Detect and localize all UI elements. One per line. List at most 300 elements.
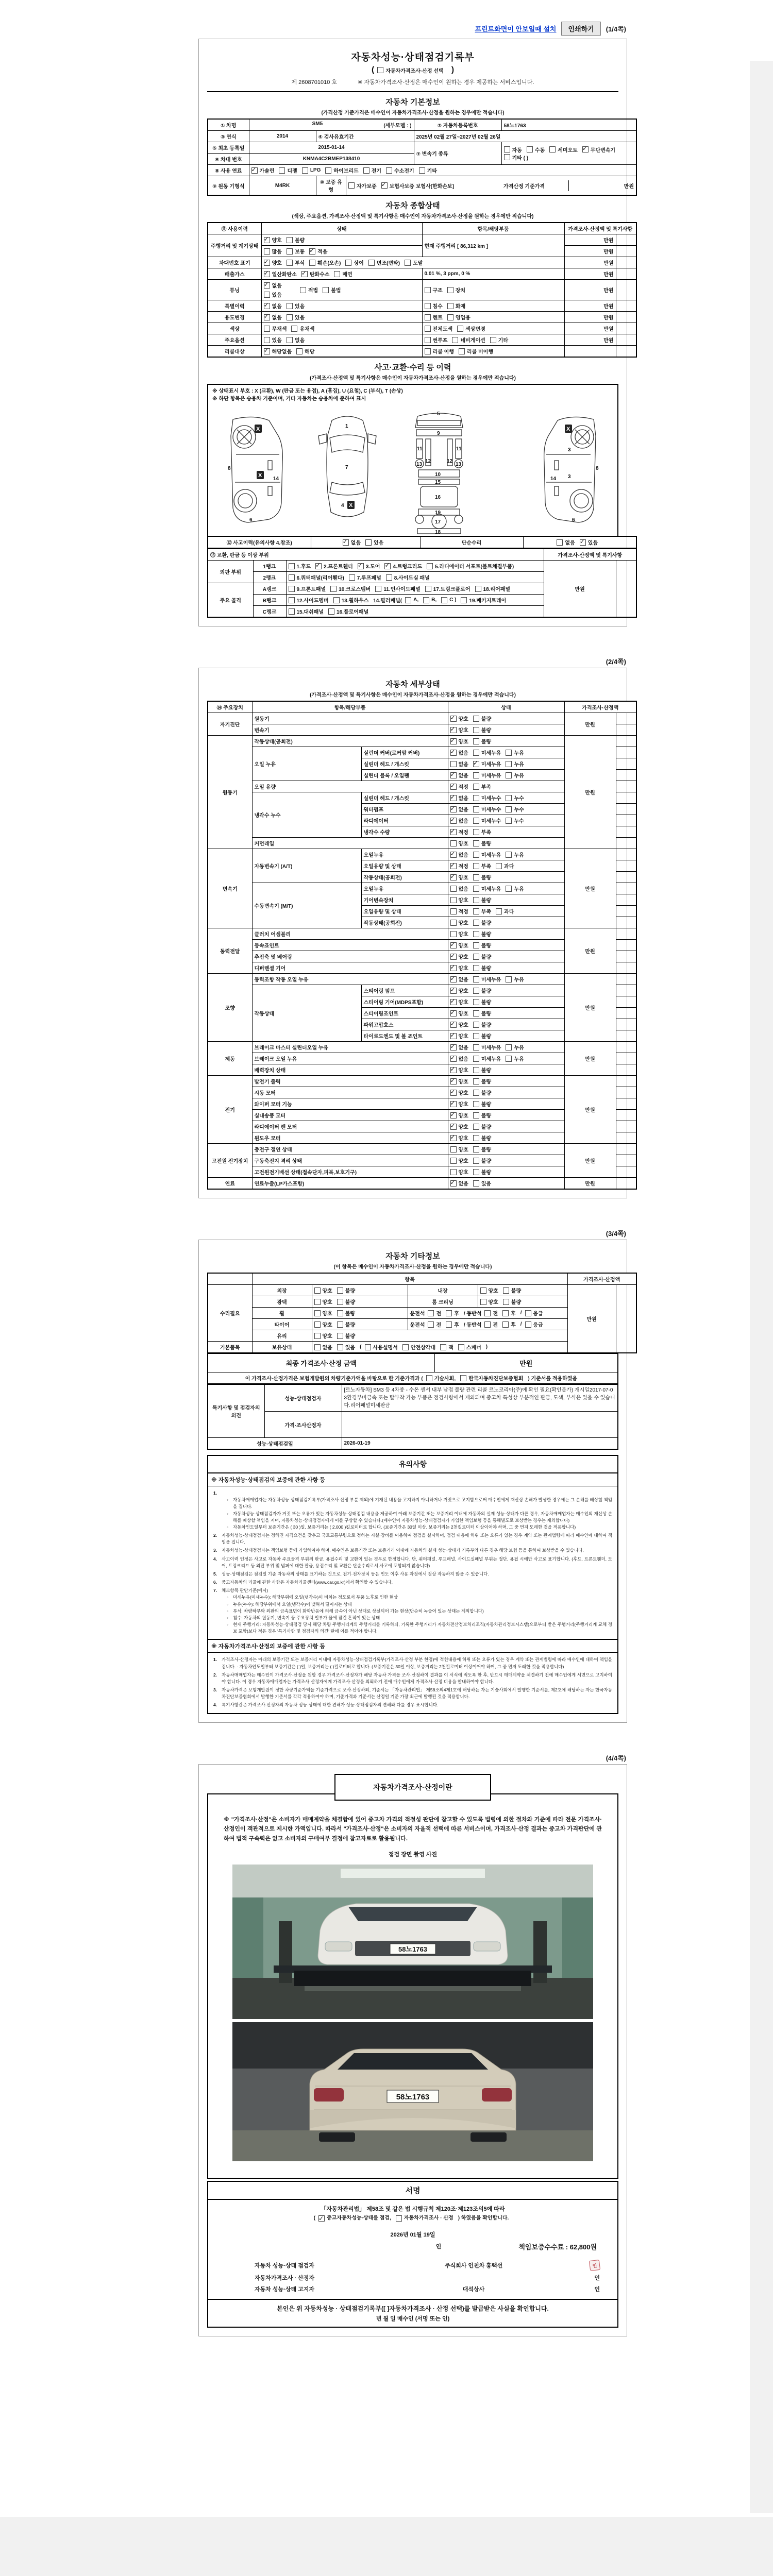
appraiser-role-label: 가격·조사산정자 [264, 1412, 342, 1438]
notice-bullet-text: 현재 주행거리: 자동차성능·상태점검 당시 해당 차량 주행거리계의 주행거리를 기록하되, 기록한 주행거리가 자동차전산정보처리조직(자동차관리정보시스템)으로부터 받은 주행거리(주행거리계 교체 정보 포함)보다 적은 경우 '특기사항 및 점검자의 의견' 란에 이를 적어야 합니다. [233, 1622, 612, 1634]
checkbox[interactable] [428, 1321, 434, 1328]
checkbox[interactable] [473, 999, 479, 1005]
checkbox[interactable] [450, 1112, 457, 1118]
checkbox[interactable] [502, 1321, 509, 1328]
checkbox[interactable] [287, 237, 293, 243]
checkbox-option [473, 715, 491, 722]
checkbox[interactable] [450, 806, 457, 812]
checkbox[interactable] [496, 863, 502, 869]
checkbox[interactable] [450, 761, 457, 767]
checkbox-label: 장치 [455, 288, 466, 294]
checkbox-label: 불량 [481, 728, 492, 734]
checkbox[interactable] [289, 608, 295, 615]
checkbox-option [450, 1043, 468, 1051]
checkbox[interactable] [557, 539, 563, 546]
checkbox[interactable] [264, 260, 270, 266]
checkbox-option [475, 585, 511, 592]
checkbox[interactable] [450, 954, 457, 960]
detail-extra-cell [616, 894, 636, 906]
checkbox[interactable] [337, 1344, 343, 1350]
checkbox[interactable] [457, 326, 463, 332]
install-print-link[interactable]: 프린트화면이 안보일때 설치 [475, 25, 557, 33]
checkbox[interactable] [473, 716, 479, 722]
checkbox-option [446, 1320, 459, 1328]
checkbox[interactable] [425, 314, 431, 320]
inspector-opinion-text: [르노자동차] SM3 등 4차종 - 수온 센서 내부 납접 불량 관련 리콜 르노코리아(주)에 확인 필요(확인불가) 개시일2017-07-03환경부비금속 또는 탈부착 가능 부품은 점검사항에서 제외되며 중고차 특성상 부분적인 판금, 도색, 부식은 있을 수 있습니다.리어패널미세판금 [342, 1385, 618, 1412]
svg-text:3: 3 [568, 474, 571, 480]
checkbox[interactable] [450, 1033, 457, 1039]
detail-state-checks [448, 815, 564, 826]
checkbox[interactable] [337, 1299, 343, 1305]
checkbox[interactable] [314, 1321, 321, 1328]
checkbox[interactable] [334, 271, 340, 277]
checkbox[interactable] [264, 271, 270, 277]
checkbox[interactable] [473, 1101, 479, 1107]
checkbox[interactable] [473, 1010, 479, 1016]
checkbox[interactable] [473, 1158, 479, 1164]
checkbox[interactable] [506, 750, 512, 756]
detail-subitem-label: 오일누유 [361, 849, 448, 860]
checkbox[interactable] [473, 965, 479, 971]
checkbox[interactable] [527, 146, 533, 152]
checkbox[interactable] [504, 146, 510, 152]
checkbox[interactable] [450, 1101, 457, 1107]
checkbox[interactable] [330, 586, 337, 592]
checkbox-label: 네비게이션 [460, 338, 485, 344]
checkbox-option [450, 1032, 468, 1040]
checkbox-option [473, 941, 491, 949]
checkbox[interactable] [396, 2215, 402, 2222]
checkbox[interactable] [450, 750, 457, 756]
checkbox[interactable] [287, 248, 293, 255]
repair-needed-label: 수리필요 [208, 1285, 252, 1342]
checkbox[interactable] [337, 1333, 343, 1339]
checkbox[interactable] [365, 1344, 371, 1350]
checkbox[interactable] [309, 248, 315, 255]
checkbox[interactable] [506, 795, 512, 801]
checkbox[interactable] [289, 574, 295, 581]
checkbox[interactable] [473, 1022, 479, 1028]
checkbox[interactable] [428, 1310, 434, 1316]
checkbox[interactable] [450, 999, 457, 1005]
checkbox[interactable] [427, 563, 433, 569]
checkbox[interactable] [473, 738, 479, 744]
checkbox[interactable] [425, 287, 431, 293]
checkbox[interactable] [506, 886, 512, 892]
label-fuel: ⑧ 사용 연료 [208, 165, 249, 176]
checkbox[interactable] [425, 337, 431, 343]
checkbox[interactable] [300, 287, 306, 293]
checkbox[interactable] [450, 1056, 457, 1062]
checkbox-label: 무단변속기 [590, 147, 616, 154]
checkbox[interactable] [402, 1344, 409, 1350]
checkbox[interactable] [323, 287, 329, 293]
checkbox[interactable] [450, 716, 457, 722]
checkbox[interactable] [440, 1344, 446, 1350]
checkbox[interactable] [460, 1375, 466, 1381]
checkbox[interactable] [473, 1056, 479, 1062]
checkbox[interactable] [450, 1078, 457, 1084]
checkbox-option [446, 1309, 459, 1317]
checkbox[interactable] [506, 1044, 512, 1050]
checkbox[interactable] [450, 1022, 457, 1028]
checkbox[interactable] [452, 337, 458, 343]
checkbox[interactable] [447, 287, 453, 293]
checkbox[interactable] [264, 292, 270, 298]
checkbox[interactable] [264, 337, 270, 343]
checkbox[interactable] [450, 738, 457, 744]
checkbox[interactable] [461, 597, 467, 603]
checkbox[interactable] [503, 1299, 509, 1305]
checkbox[interactable] [473, 863, 479, 869]
checkbox[interactable] [425, 348, 431, 354]
svg-text:13: 13 [416, 462, 423, 467]
checkbox[interactable] [525, 1321, 531, 1328]
checkbox[interactable] [325, 167, 331, 174]
checkbox[interactable] [375, 586, 381, 592]
checkbox-label: 전기 [371, 168, 382, 174]
checkbox-label: 양호 [458, 717, 468, 722]
checkbox[interactable] [473, 1090, 479, 1096]
checkbox[interactable] [480, 1287, 486, 1294]
checkbox-option [450, 1089, 468, 1096]
notice-item-text: 자동차매매업자는 매수인이 가격조사·산정을 원할 경우 가격조사·산정자가 해당 자동차 가격을 조사·산정하여 결과를 이 서식에 적도록 한 후, 반드시 매매계약을 체결하기 전에 매수인에게 서면으로 고지하여야 합니다. 이 경우 자동차매매업자는 가격조사·산정자에게 가격조사·산정을 의뢰하기 전에 매수인에게 가격조사·산정 비용을 안내하여야 합니다. [222, 1672, 612, 1684]
checkbox[interactable] [473, 920, 479, 926]
header-detail-item: 항목/해당부품 [252, 701, 448, 713]
checkbox[interactable] [475, 586, 481, 592]
checkbox[interactable] [386, 574, 392, 581]
checkbox[interactable] [549, 146, 556, 152]
checkbox[interactable] [450, 1146, 457, 1153]
checkbox[interactable] [580, 539, 586, 546]
checkbox[interactable] [450, 1090, 457, 1096]
checkbox[interactable] [314, 1333, 321, 1339]
checkbox-label: 19.패키지트레이 [469, 598, 507, 604]
checkbox[interactable] [473, 1135, 479, 1141]
checkbox[interactable] [473, 727, 479, 733]
checkbox[interactable] [450, 840, 457, 846]
checkbox[interactable] [251, 167, 258, 174]
checkbox[interactable] [473, 908, 479, 914]
checkbox[interactable] [291, 326, 297, 332]
checkbox-label: 없음 [458, 796, 468, 802]
checkbox[interactable] [450, 863, 457, 869]
checkbox-label: 썬루프 [432, 338, 448, 344]
base-price-label: 가격산정 기준가격 [503, 183, 545, 190]
notice-section-title: ※ 자동차가격조사·산정의 보증에 관한 사항 등 [208, 1639, 617, 1653]
checkbox-label: 세미오토 [558, 147, 578, 154]
checkbox[interactable] [450, 886, 457, 892]
checkbox[interactable] [450, 818, 457, 824]
checkbox[interactable] [473, 874, 479, 880]
checkbox[interactable] [441, 597, 447, 603]
checkbox[interactable] [289, 586, 295, 592]
checkbox[interactable] [450, 920, 457, 926]
checkbox[interactable] [473, 852, 479, 858]
checkbox[interactable] [425, 586, 431, 592]
checkbox[interactable] [450, 1044, 457, 1050]
checkbox-option [502, 1309, 516, 1317]
signature-date: 2026년 01월 19일 [390, 2231, 435, 2238]
checkbox[interactable] [450, 1180, 457, 1187]
checkbox[interactable] [450, 1124, 457, 1130]
checkbox[interactable] [473, 1169, 479, 1175]
checkbox[interactable] [345, 260, 351, 266]
sheet-page-1 [198, 39, 634, 626]
checkbox[interactable] [473, 750, 479, 756]
emission-values: 0.01 %, 3 ppm, 0 % [422, 268, 564, 280]
detail-subitem-label: 스티어링 펌프 [361, 985, 448, 996]
checkbox-label: 있음 [272, 293, 282, 298]
checkbox[interactable] [473, 942, 479, 948]
checkbox[interactable] [473, 761, 479, 767]
checkbox[interactable] [506, 818, 512, 824]
checkbox[interactable] [473, 1180, 479, 1187]
checkbox[interactable] [473, 829, 479, 835]
scroll-gutter[interactable] [750, 61, 773, 2513]
print-button[interactable]: 인쇄하기 [561, 22, 600, 36]
checkbox[interactable] [447, 314, 453, 320]
checkbox[interactable] [368, 260, 375, 266]
header-detail-state: 상태 [448, 701, 564, 713]
engine-type-value: M4RK [249, 176, 316, 196]
checkbox[interactable] [425, 303, 431, 309]
checkbox[interactable] [450, 772, 457, 778]
checkbox-option [302, 167, 321, 174]
checkbox[interactable] [450, 988, 457, 994]
checkbox[interactable] [264, 314, 270, 320]
checkbox[interactable] [506, 772, 512, 778]
checkbox[interactable] [458, 1344, 464, 1350]
checkbox-label: 해당없음 [272, 349, 292, 355]
checkbox[interactable] [450, 1158, 457, 1164]
detail-item-label: 작동상태 [252, 985, 361, 1042]
checkbox[interactable] [503, 1287, 509, 1294]
checkbox[interactable] [473, 1124, 479, 1130]
checkbox-option [506, 975, 524, 983]
checkbox[interactable] [473, 806, 479, 812]
checkbox[interactable] [264, 303, 270, 309]
subtitle-paren-open: ( [371, 65, 375, 74]
checkbox[interactable] [484, 1321, 491, 1328]
checkbox-label: 기타 [498, 338, 509, 344]
checkbox[interactable] [425, 326, 431, 332]
detail-state-checks [448, 917, 564, 928]
checkbox[interactable] [496, 908, 502, 914]
checkbox[interactable] [473, 931, 479, 937]
checkbox[interactable] [279, 167, 285, 174]
checkbox[interactable] [490, 337, 496, 343]
checkbox[interactable] [405, 597, 411, 603]
checkbox[interactable] [302, 167, 308, 174]
checkbox[interactable] [450, 795, 457, 801]
checkbox-label: 양호 [458, 739, 468, 745]
checkbox[interactable] [419, 167, 425, 174]
checkbox[interactable] [450, 931, 457, 937]
checkbox-option [450, 828, 468, 836]
row-special-label: 특별이력 [208, 300, 261, 312]
checkbox[interactable] [287, 260, 293, 266]
svg-text:15: 15 [435, 480, 441, 485]
checkbox[interactable] [473, 988, 479, 994]
checkbox[interactable] [381, 182, 388, 189]
checkbox[interactable] [328, 608, 334, 615]
checkbox[interactable] [314, 1344, 321, 1350]
checkbox[interactable] [450, 784, 457, 790]
checkbox[interactable] [473, 954, 479, 960]
detail-extra-cell [616, 1110, 636, 1121]
checkbox[interactable] [484, 1310, 491, 1316]
checkbox[interactable] [349, 574, 355, 581]
checkbox[interactable] [363, 167, 369, 174]
checkbox-label: 불량 [481, 1023, 492, 1028]
checkbox-option [473, 873, 491, 881]
checkbox[interactable] [450, 874, 457, 880]
checkbox[interactable] [473, 795, 479, 801]
checkbox[interactable] [289, 563, 295, 569]
price-cell: 만원 [564, 312, 616, 323]
checkbox[interactable] [450, 727, 457, 733]
checkbox[interactable] [296, 348, 303, 354]
outer-panel-label: 외판 부위 [208, 561, 253, 583]
checkbox[interactable] [450, 1067, 457, 1073]
checkbox[interactable] [446, 1310, 452, 1316]
checkbox-option [377, 66, 443, 74]
checkbox[interactable] [264, 282, 270, 289]
checkbox[interactable] [314, 1299, 321, 1305]
checkbox-label: 불량 [481, 989, 492, 994]
checkbox[interactable] [506, 852, 512, 858]
checkbox[interactable] [450, 1010, 457, 1016]
checkbox[interactable] [337, 1321, 343, 1328]
checkbox-option [473, 998, 491, 1006]
checkbox[interactable] [315, 563, 322, 569]
checkbox[interactable] [384, 563, 391, 569]
checkbox[interactable] [287, 337, 293, 343]
checkbox-option [318, 2214, 391, 2223]
checkbox[interactable] [365, 539, 372, 546]
detail-state-checks [448, 1155, 564, 1166]
checkbox-label: 없음 [458, 762, 468, 768]
checkbox[interactable] [473, 897, 479, 903]
inspector-role-label: 성능·상태점검자 [264, 1385, 342, 1412]
checkbox[interactable] [289, 597, 295, 603]
checkbox[interactable] [377, 67, 383, 73]
checkbox[interactable] [582, 146, 589, 152]
checkbox[interactable] [450, 852, 457, 858]
checkbox-option [450, 964, 468, 972]
checkbox[interactable] [459, 348, 465, 354]
checkbox[interactable] [506, 761, 512, 767]
checkbox[interactable] [450, 976, 457, 982]
checkbox[interactable] [450, 908, 457, 914]
checkbox[interactable] [426, 1375, 432, 1381]
checkbox[interactable] [473, 784, 479, 790]
checkbox[interactable] [450, 1169, 457, 1175]
checkbox[interactable] [473, 1044, 479, 1050]
detail-extra-cell [616, 792, 636, 804]
checkbox-option [506, 851, 524, 858]
checkbox[interactable] [473, 772, 479, 778]
checkbox[interactable] [287, 314, 293, 320]
row-recall-label: 리콜대상 [208, 346, 261, 358]
checkbox[interactable] [473, 818, 479, 824]
checkbox[interactable] [450, 965, 457, 971]
checkbox[interactable] [504, 154, 510, 160]
detail-subitem-label: 오일누유 [361, 883, 448, 894]
checkbox[interactable] [506, 1056, 512, 1062]
checkbox[interactable] [318, 2215, 325, 2222]
checkbox[interactable] [473, 1112, 479, 1118]
checkbox[interactable] [301, 271, 308, 277]
notice-item-text: 자동차성능·상태점검자는 정해진 자격요건을 갖추고 국토교통부령으로 정하는 시설·장비를 이용하여 점검을 실시하며, 점검 내용에 허위 또는 오류가 있는 경우 계약 또는 관계법령에 따라 매수인에 대하여 책임을 집니다. [222, 1533, 612, 1545]
checkbox[interactable] [343, 539, 349, 546]
checkbox[interactable] [473, 1078, 479, 1084]
checkbox[interactable] [337, 1310, 343, 1316]
checkbox[interactable] [473, 976, 479, 982]
checkbox[interactable] [450, 942, 457, 948]
checkbox[interactable] [480, 1299, 486, 1305]
checkbox-label: 없음 [350, 540, 361, 546]
detail-extra-cell [616, 1019, 636, 1030]
checkbox[interactable] [314, 1287, 321, 1294]
notice-item-number: 4. [213, 1702, 217, 1708]
checkbox[interactable] [264, 248, 270, 255]
checkbox[interactable] [264, 326, 270, 332]
checkbox[interactable] [506, 976, 512, 982]
checkbox[interactable] [348, 182, 355, 189]
checkbox[interactable] [446, 1321, 452, 1328]
checkbox[interactable] [405, 260, 411, 266]
checkbox-option [428, 1309, 441, 1317]
checkbox[interactable] [309, 260, 315, 266]
checkbox[interactable] [358, 563, 364, 569]
checkbox[interactable] [423, 597, 429, 603]
checkbox[interactable] [473, 1146, 479, 1153]
checkbox[interactable] [473, 886, 479, 892]
checkbox[interactable] [386, 167, 392, 174]
checkbox[interactable] [264, 348, 270, 354]
checkbox[interactable] [447, 303, 453, 309]
checkbox[interactable] [525, 1310, 531, 1316]
checkbox[interactable] [473, 1033, 479, 1039]
checkbox[interactable] [473, 840, 479, 846]
checkbox-label: 양호 [458, 1091, 468, 1096]
detail-item-label: 와이퍼 모터 기능 [252, 1098, 448, 1110]
checkbox[interactable] [473, 1067, 479, 1073]
checkbox[interactable] [502, 1310, 509, 1316]
checkbox[interactable] [287, 303, 293, 309]
checkbox-label: 양호 [458, 932, 468, 938]
checkbox-label: 일산화탄소 [272, 272, 297, 278]
notice-item-text [222, 1490, 612, 1497]
checkbox[interactable] [333, 597, 340, 603]
checkbox[interactable] [264, 237, 270, 243]
checkbox[interactable] [450, 897, 457, 903]
checkbox-label: 양호 [458, 1102, 468, 1108]
checkbox[interactable] [314, 1310, 321, 1316]
checkbox[interactable] [506, 806, 512, 812]
checkbox-option [473, 828, 491, 836]
checkbox[interactable] [337, 1287, 343, 1294]
signer-row-notifier [224, 2283, 602, 2295]
checkbox-label: 불량 [481, 898, 492, 904]
detail-state-checks [448, 894, 564, 906]
checkbox-label: 불량 [345, 1334, 356, 1340]
checkbox[interactable] [450, 1135, 457, 1141]
checkbox[interactable] [450, 829, 457, 835]
detail-state-checks [448, 1030, 564, 1042]
